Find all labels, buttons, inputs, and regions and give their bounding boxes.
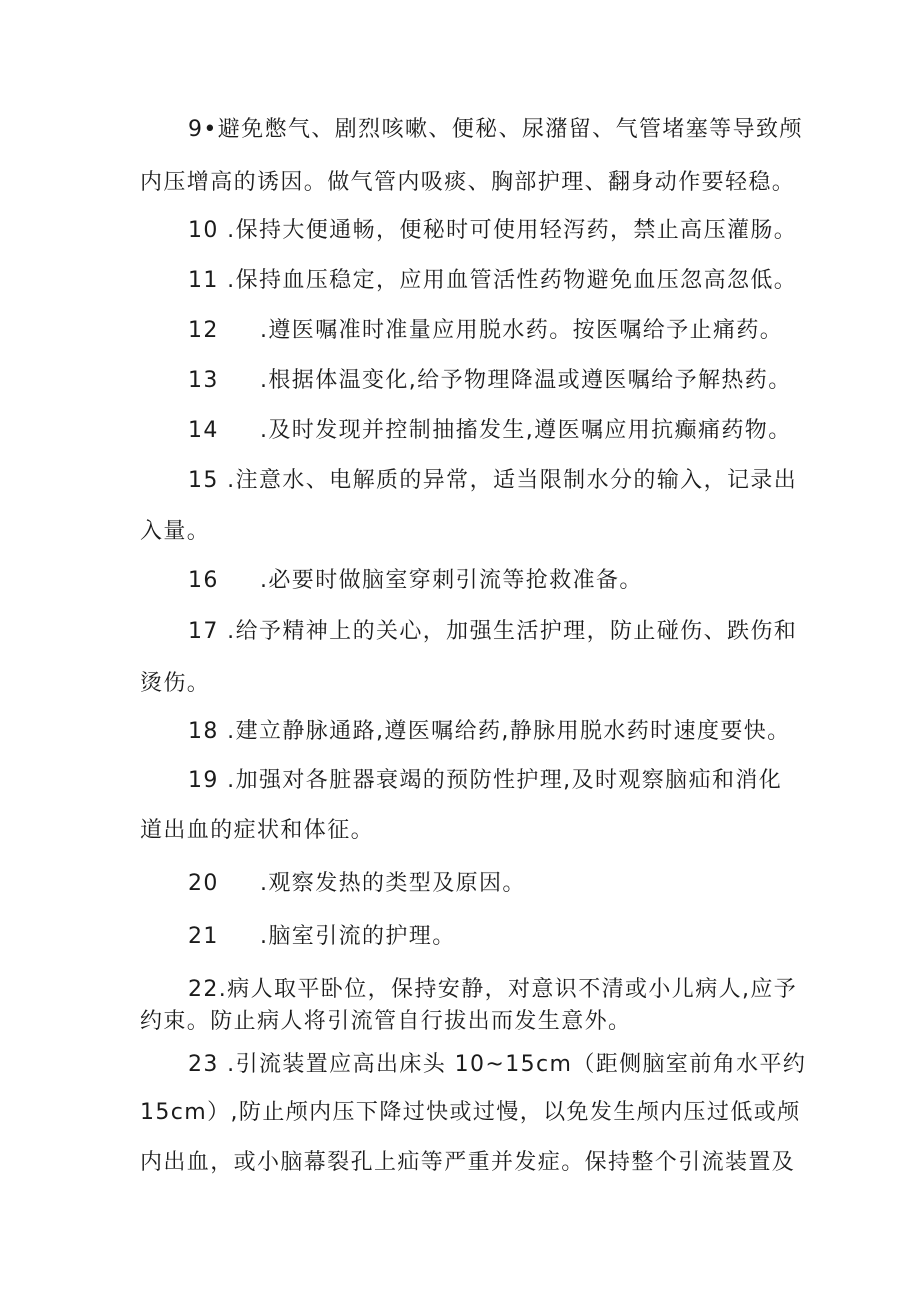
item-text: .遵医嘱准时准量应用脱水药。按医嘱给予止痛药。 xyxy=(260,318,784,343)
paragraph-line: 15cm）,防止颅内压下降过快或过慢，以免发生颅内压过低或颅 xyxy=(140,1100,801,1125)
paragraph-line: 烫伤。 xyxy=(140,671,211,696)
paragraph-line: 约束。防止病人将引流管自行拔出而发生意外。 xyxy=(140,1009,632,1034)
item-number: 21 xyxy=(188,924,219,949)
item-number: 12 xyxy=(188,318,219,343)
paragraph-line: 17 .给予精神上的关心，加强生活护理，防止碰伤、跌伤和 xyxy=(188,619,798,644)
paragraph-line: 内压增高的诱因。做气管内吸痰、胸部护理、翻身动作要轻稳。 xyxy=(140,170,796,195)
paragraph-line: 19 .加强对各脏器衰竭的预防性护理,及时观察脑疝和消化 xyxy=(188,768,783,793)
item-number: 16 xyxy=(188,568,219,593)
paragraph-line: 10 .保持大便通畅，便秘时可使用轻泻药，禁止高压灌肠。 xyxy=(188,218,798,243)
item-text: .根据体温变化,给予物理降温或遵医嘱给予解热药。 xyxy=(260,368,792,393)
item-text: .必要时做脑室穿刺引流等抢救准备。 xyxy=(260,568,643,593)
paragraph-line: 11 .保持血压稳定，应用血管活性药物避免血压忽高忽低。 xyxy=(188,268,798,293)
paragraph-line: 入量。 xyxy=(140,519,211,544)
item-number: 13 xyxy=(188,368,219,393)
item-text: .观察发热的类型及原因。 xyxy=(260,871,526,896)
paragraph-line: 9•避免憋气、剧烈咳嗽、便秘、尿潴留、气管堵塞等导致颅 xyxy=(188,117,803,142)
item-number: 20 xyxy=(188,871,219,896)
item-text: .及时发现并控制抽搐发生,遵医嘱应用抗癫痛药物。 xyxy=(260,418,792,443)
item-number: 14 xyxy=(188,418,219,443)
paragraph-line: 23 .引流装置应高出床头 10~15cm（距侧脑室前角水平约 xyxy=(188,1052,807,1077)
paragraph-line: 15 .注意水、电解质的异常，适当限制水分的输入，记录出 xyxy=(188,468,798,493)
paragraph-line: 道出血的症状和体征。 xyxy=(140,818,375,843)
item-text: .脑室引流的护理。 xyxy=(260,924,456,949)
paragraph-line: 18 .建立静脉通路,遵医嘱给药,静脉用脱水药时速度要快。 xyxy=(188,719,791,744)
paragraph-line: 内出血，或小脑幕裂孔上疝等严重并发症。保持整个引流装置及 xyxy=(140,1150,796,1175)
paragraph-line: 22.病人取平卧位，保持安静，对意识不清或小儿病人,应予 xyxy=(188,977,798,1002)
